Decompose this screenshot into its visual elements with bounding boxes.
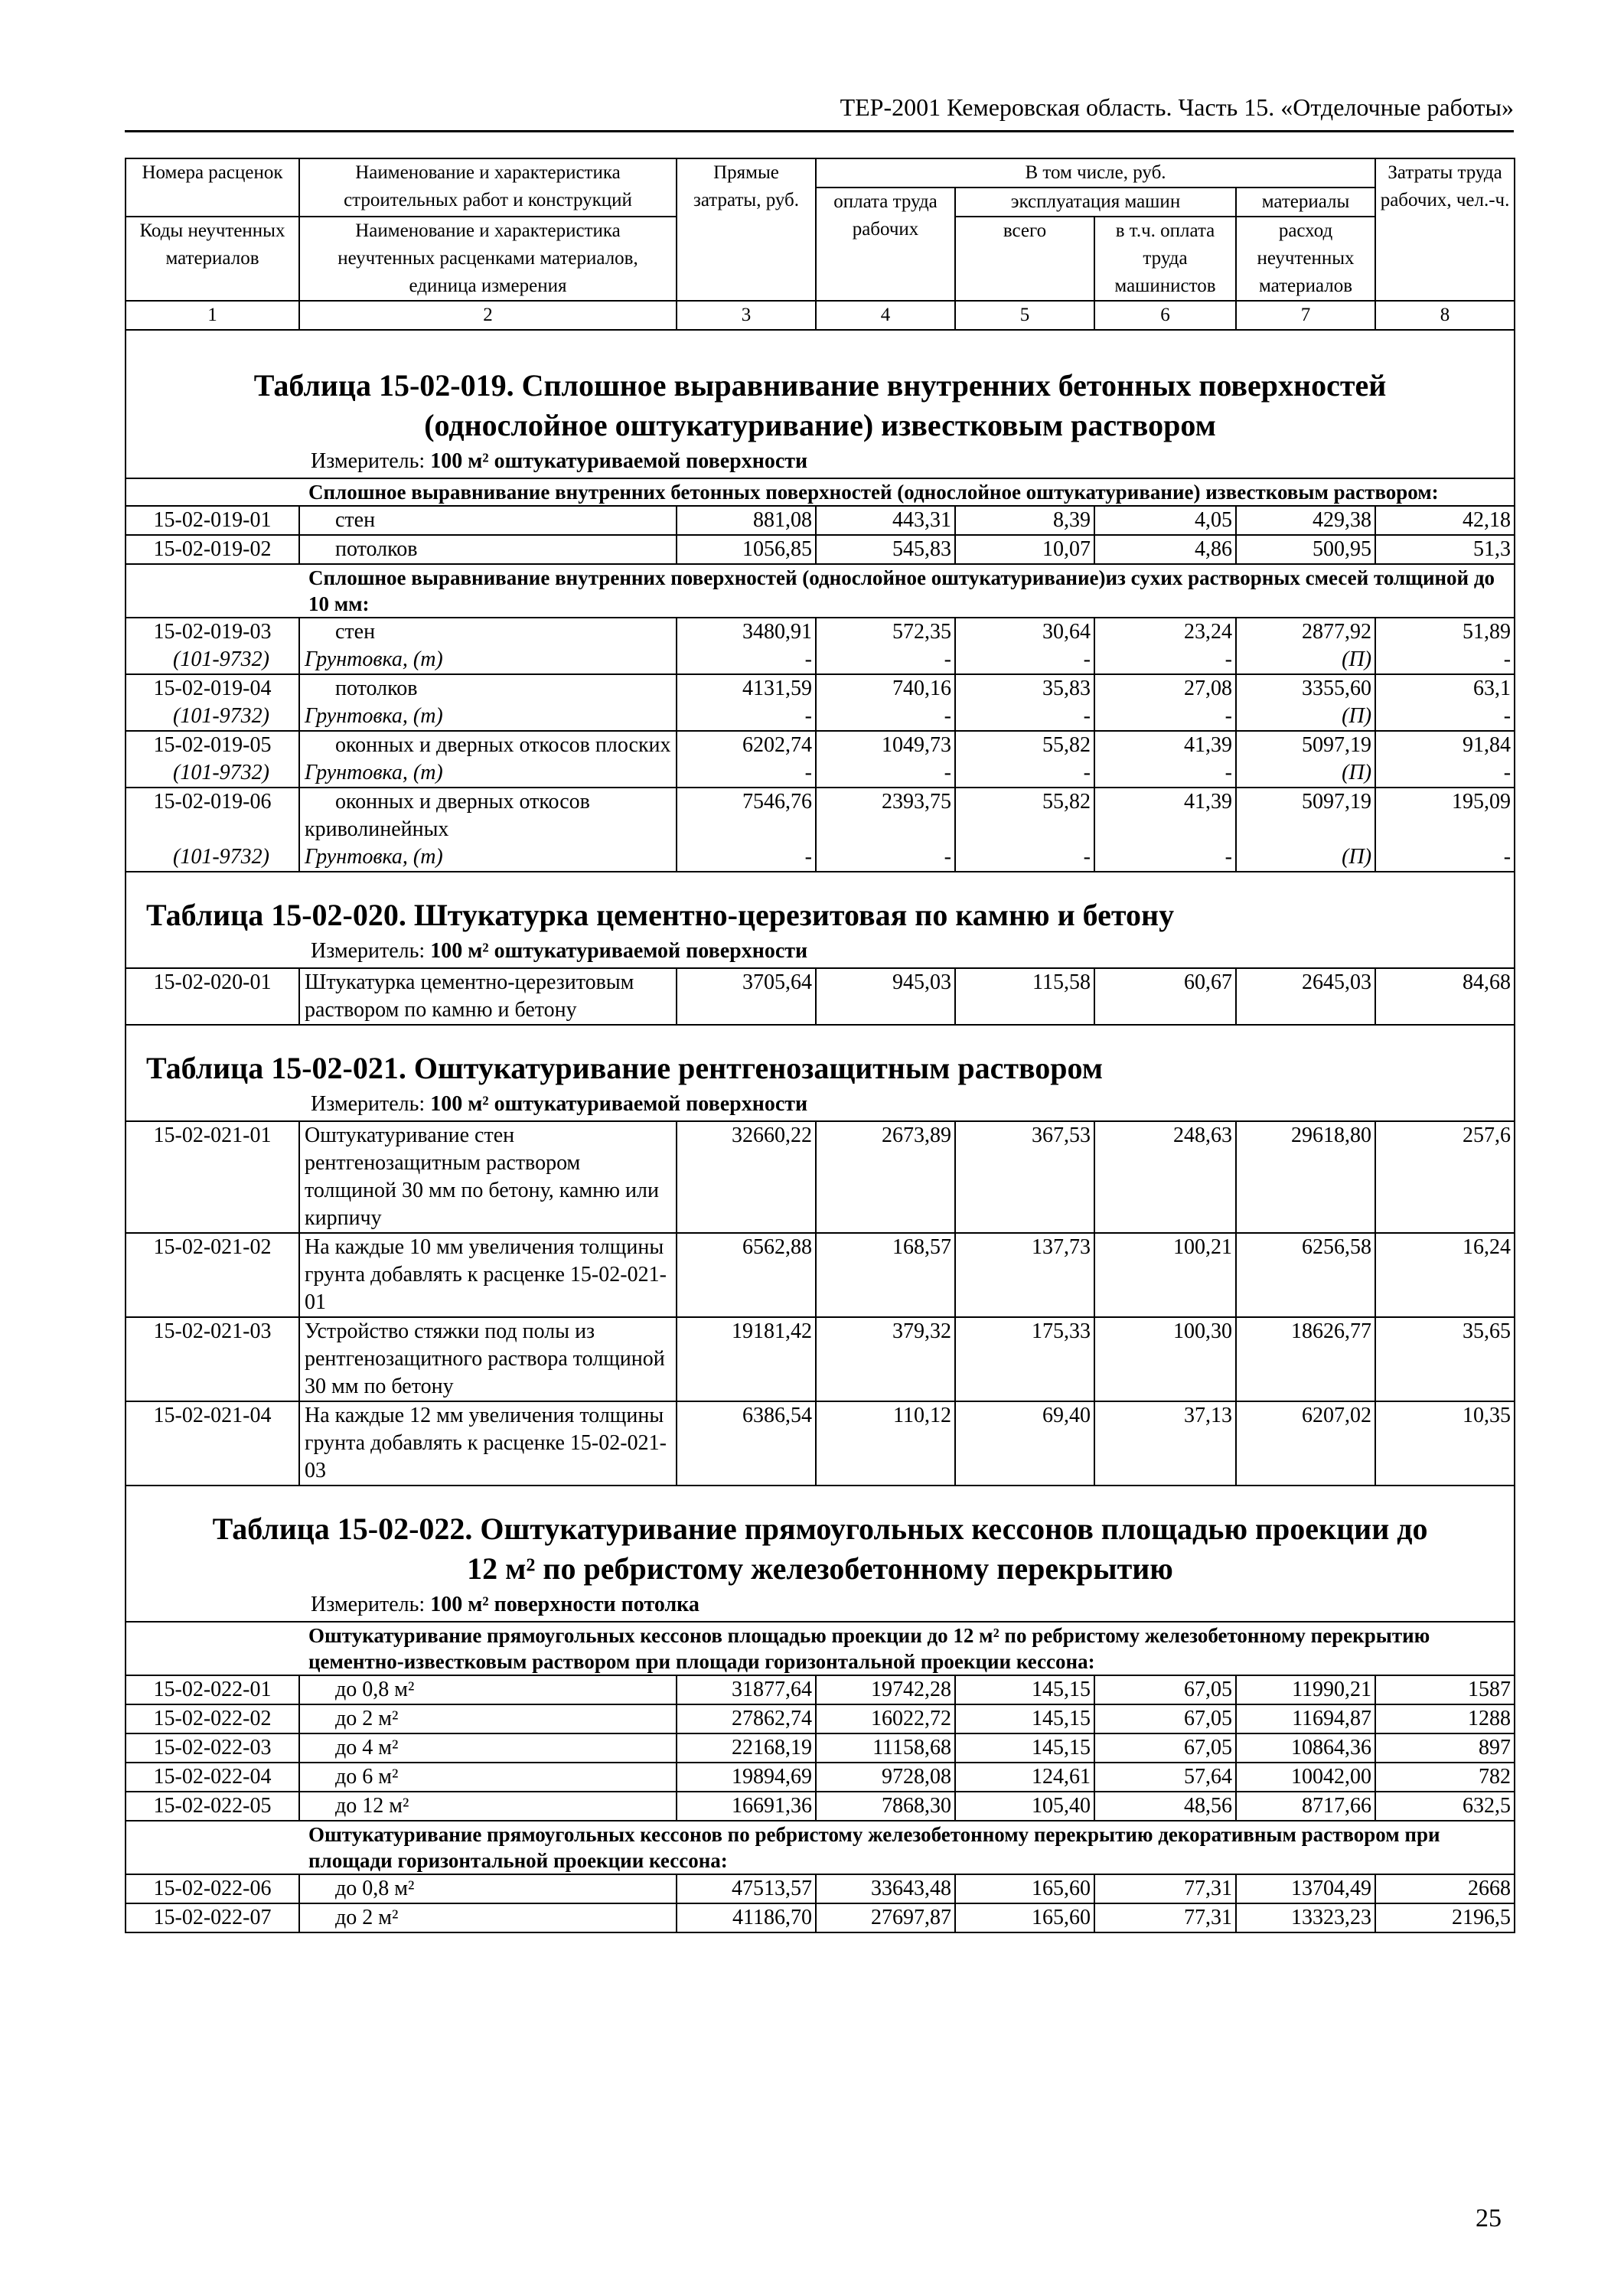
head-material-names: Наименование и характеристика неучтенных расценками материалов, единица измерения (299, 217, 677, 301)
materials-cost: 3355,60 (1236, 674, 1375, 703)
materials-cost: 13704,49 (1236, 1874, 1375, 1903)
table-row (126, 506, 1515, 535)
material-dash: - (1375, 646, 1515, 674)
table-row (126, 731, 1515, 759)
rate-name: Устройство стяжки под полы из рентгенозащитного раствора толщиной 30 мм по бетону (299, 1317, 677, 1401)
material-code: (101-9732) (126, 759, 299, 788)
spacer-row (126, 1486, 1515, 1505)
measure-row (126, 445, 1515, 478)
rate-code: 15-02-019-04 (126, 674, 299, 703)
running-header: ТЕР-2001 Кемеровская область. Часть 15. «Отделочные работы» (840, 93, 1514, 121)
direct-costs: 6202,74 (677, 731, 816, 759)
material-dash: - (1094, 703, 1236, 731)
materials-cost: 11990,21 (1236, 1675, 1375, 1704)
labor-hours: 84,68 (1375, 968, 1515, 1025)
direct-costs: 6562,88 (677, 1233, 816, 1317)
workers-pay: 19742,28 (816, 1675, 955, 1704)
labor-hours: 10,35 (1375, 1401, 1515, 1486)
materials-cost: 5097,19 (1236, 788, 1375, 843)
table-row (126, 1903, 1515, 1932)
material-code: (101-9732) (126, 703, 299, 731)
page-number: 25 (1476, 2204, 1502, 2232)
workers-pay: 33643,48 (816, 1874, 955, 1903)
workers-pay: 945,03 (816, 968, 955, 1025)
material-dash: - (677, 646, 816, 674)
head-workers-pay: оплата труда рабочих (816, 188, 955, 301)
operators-pay: 4,86 (1094, 535, 1236, 564)
operators-pay: 67,05 (1094, 1704, 1236, 1733)
subsection-row (126, 1821, 1515, 1874)
operators-pay: 100,21 (1094, 1233, 1236, 1317)
workers-pay: 379,32 (816, 1317, 955, 1401)
subsection-row (126, 1622, 1515, 1675)
workers-pay: 11158,68 (816, 1733, 955, 1763)
machines-total: 55,82 (955, 788, 1094, 843)
material-dash: - (677, 759, 816, 788)
section-title: Таблица 15-02-019. Сплошное выравнивание внутренних бетонных поверхностей (253, 368, 1387, 403)
direct-costs: 32660,22 (677, 1121, 816, 1233)
workers-pay: 9728,08 (816, 1763, 955, 1792)
material-dash: - (677, 703, 816, 731)
table-row (126, 1733, 1515, 1763)
section-title-row (126, 1044, 1515, 1088)
rate-code: 15-02-022-06 (126, 1874, 299, 1903)
labor-hours: 1288 (1375, 1704, 1515, 1733)
operators-pay: 100,30 (1094, 1317, 1236, 1401)
column-number: 6 (1094, 301, 1236, 330)
workers-pay: 27697,87 (816, 1903, 955, 1932)
workers-pay: 740,16 (816, 674, 955, 703)
direct-costs: 16691,36 (677, 1792, 816, 1821)
rate-name: потолков (299, 535, 677, 564)
rate-code: 15-02-022-03 (126, 1733, 299, 1763)
measure-value: 100 м² оштукатуриваемой поверхности (430, 1092, 808, 1116)
labor-hours: 257,6 (1375, 1121, 1515, 1233)
table-row (126, 1233, 1515, 1317)
head-direct-costs: Прямые затраты, руб. (677, 158, 816, 301)
operators-pay: 77,31 (1094, 1903, 1236, 1932)
machines-total: 145,15 (955, 1733, 1094, 1763)
section-title-row (126, 361, 1515, 445)
material-name: Грунтовка, (т) (299, 646, 677, 674)
direct-costs: 881,08 (677, 506, 816, 535)
material-dash: - (816, 703, 955, 731)
materials-cost: 2877,92 (1236, 618, 1375, 646)
header-rule (125, 130, 1514, 132)
rate-code: 15-02-019-03 (126, 618, 299, 646)
table-head-row (126, 158, 1515, 188)
direct-costs: 31877,64 (677, 1675, 816, 1704)
labor-hours: 2196,5 (1375, 1903, 1515, 1932)
material-name: Грунтовка, (т) (299, 759, 677, 788)
head-labor-costs: Затраты труда рабочих, чел.-ч. (1375, 158, 1515, 301)
head-machine-operation: эксплуатация машин (955, 188, 1236, 217)
column-number: 2 (299, 301, 677, 330)
head-including: В том числе, руб. (816, 158, 1375, 188)
materials-cost: 500,95 (1236, 535, 1375, 564)
section-title-row (126, 1505, 1515, 1589)
operators-pay: 4,05 (1094, 506, 1236, 535)
rate-name: до 6 м² (299, 1763, 677, 1792)
material-dash: - (677, 843, 816, 872)
labor-hours: 16,24 (1375, 1233, 1515, 1317)
direct-costs: 19181,42 (677, 1317, 816, 1401)
rate-name: потолков (299, 674, 677, 703)
workers-pay: 443,31 (816, 506, 955, 535)
rate-name: оконных и дверных откосов плоских (335, 733, 671, 757)
material-dash: - (1094, 843, 1236, 872)
machines-total: 69,40 (955, 1401, 1094, 1486)
machines-total: 165,60 (955, 1903, 1094, 1932)
material-unaccounted: (П) (1236, 759, 1375, 788)
labor-hours: 632,5 (1375, 1792, 1515, 1821)
material-dash: - (1375, 843, 1515, 872)
section-title: Таблица 15-02-022. Оштукатуривание прямоугольных кессонов площадью проекции до (212, 1512, 1428, 1546)
material-unaccounted: (П) (1236, 703, 1375, 731)
material-code: (101-9732) (126, 646, 299, 674)
rate-name: Оштукатуривание стен рентгенозащитным раствором толщиной 30 мм по бетону, камню или кирпичу (299, 1121, 677, 1233)
table-row (126, 968, 1515, 1025)
rate-name: На каждые 12 мм увеличения толщины грунта добавлять к расценке 15-02-021-03 (299, 1401, 677, 1486)
material-dash: - (955, 703, 1094, 731)
material-row (126, 703, 1515, 731)
head-material-codes: Коды неучтенных материалов (126, 217, 299, 301)
operators-pay: 67,05 (1094, 1733, 1236, 1763)
material-row (126, 759, 1515, 788)
rates-table (125, 158, 1515, 1933)
spacer-row (126, 330, 1515, 361)
material-dash: - (816, 646, 955, 674)
direct-costs: 4131,59 (677, 674, 816, 703)
direct-costs: 3705,64 (677, 968, 816, 1025)
workers-pay: 110,12 (816, 1401, 955, 1486)
measure-label: Измеритель: (311, 449, 426, 473)
measure-value: 100 м² оштукатуриваемой поверхности (430, 449, 808, 473)
materials-cost: 8717,66 (1236, 1792, 1375, 1821)
workers-pay: 2393,75 (816, 788, 955, 843)
subsection-title: Оштукатуривание прямоугольных кессонов площадью проекции до 12 м² по ребристому железобетонному перекрытию цементно-известковым раствором при площади горизонтальной проекции кессона: (299, 1622, 1515, 1675)
rate-name: стен (299, 618, 677, 646)
rate-code: 15-02-019-06 (126, 788, 299, 843)
workers-pay: 545,83 (816, 535, 955, 564)
materials-cost: 18626,77 (1236, 1317, 1375, 1401)
labor-hours: 897 (1375, 1733, 1515, 1763)
table-row (126, 1401, 1515, 1486)
rate-code: 15-02-022-01 (126, 1675, 299, 1704)
measure-row (126, 1589, 1515, 1622)
direct-costs: 1056,85 (677, 535, 816, 564)
rate-code: 15-02-019-02 (126, 535, 299, 564)
head-machines-total: всего (955, 217, 1094, 301)
machines-total: 367,53 (955, 1121, 1094, 1233)
rate-code: 15-02-022-07 (126, 1903, 299, 1932)
table-row (126, 788, 1515, 843)
material-dash: - (816, 843, 955, 872)
direct-costs: 3480,91 (677, 618, 816, 646)
material-dash: - (816, 759, 955, 788)
operators-pay: 27,08 (1094, 674, 1236, 703)
material-dash: - (955, 843, 1094, 872)
rate-name: до 4 м² (299, 1733, 677, 1763)
rate-name: до 2 м² (299, 1704, 677, 1733)
measure-value: 100 м² оштукатуриваемой поверхности (430, 939, 808, 963)
rate-code: 15-02-021-01 (126, 1121, 299, 1233)
column-number: 5 (955, 301, 1094, 330)
machines-total: 30,64 (955, 618, 1094, 646)
table-row (126, 1317, 1515, 1401)
labor-hours: 1587 (1375, 1675, 1515, 1704)
table-row (126, 1121, 1515, 1233)
table-row (126, 1874, 1515, 1903)
machines-total: 145,15 (955, 1704, 1094, 1733)
workers-pay: 168,57 (816, 1233, 955, 1317)
rate-name-cell (299, 788, 677, 843)
column-number: 8 (1375, 301, 1515, 330)
rate-name: стен (299, 506, 677, 535)
rate-name: до 0,8 м² (299, 1874, 677, 1903)
labor-hours: 51,89 (1375, 618, 1515, 646)
section-title: Таблица 15-02-020. Штукатурка цементно-церезитовая по камню и бетону (126, 891, 1515, 935)
table-row (126, 674, 1515, 703)
section-title: 12 м² по ребристому железобетонному перекрытию (467, 1551, 1173, 1586)
operators-pay: 37,13 (1094, 1401, 1236, 1486)
material-row (126, 843, 1515, 872)
rate-name: до 2 м² (299, 1903, 677, 1932)
column-number: 7 (1236, 301, 1375, 330)
materials-cost: 6256,58 (1236, 1233, 1375, 1317)
subsection-title: Оштукатуривание прямоугольных кессонов по ребристому железобетонному перекрытию декоративным раствором при площади горизонтальной проекции кессона: (299, 1821, 1515, 1874)
operators-pay: 67,05 (1094, 1675, 1236, 1704)
rate-code: 15-02-022-04 (126, 1763, 299, 1792)
workers-pay: 1049,73 (816, 731, 955, 759)
direct-costs: 22168,19 (677, 1733, 816, 1763)
subsection-row (126, 478, 1515, 506)
head-materials: материалы (1236, 188, 1375, 217)
subsection-row (126, 564, 1515, 618)
rate-code: 15-02-022-05 (126, 1792, 299, 1821)
direct-costs: 6386,54 (677, 1401, 816, 1486)
rate-code: 15-02-020-01 (126, 968, 299, 1025)
workers-pay: 7868,30 (816, 1792, 955, 1821)
column-number: 3 (677, 301, 816, 330)
table-row (126, 1763, 1515, 1792)
labor-hours: 91,84 (1375, 731, 1515, 759)
machines-total: 8,39 (955, 506, 1094, 535)
rate-name: оконных и дверных откосов криволинейных (305, 790, 590, 841)
table-row (126, 1704, 1515, 1733)
measure-value: 100 м² поверхности потолка (430, 1593, 699, 1616)
machines-total: 145,15 (955, 1675, 1094, 1704)
machines-total: 10,07 (955, 535, 1094, 564)
rate-name: до 0,8 м² (299, 1675, 677, 1704)
head-rate-numbers: Номера расценок (126, 158, 299, 217)
column-numbers-row (126, 301, 1515, 330)
material-dash: - (955, 646, 1094, 674)
materials-cost: 429,38 (1236, 506, 1375, 535)
material-dash: - (1094, 759, 1236, 788)
workers-pay: 16022,72 (816, 1704, 955, 1733)
machines-total: 137,73 (955, 1233, 1094, 1317)
rate-code: 15-02-022-02 (126, 1704, 299, 1733)
measure-row (126, 1088, 1515, 1121)
machines-total: 165,60 (955, 1874, 1094, 1903)
labor-hours: 51,3 (1375, 535, 1515, 564)
section-title-row (126, 891, 1515, 935)
labor-hours: 195,09 (1375, 788, 1515, 843)
labor-hours: 42,18 (1375, 506, 1515, 535)
material-unaccounted: (П) (1236, 843, 1375, 872)
materials-cost: 2645,03 (1236, 968, 1375, 1025)
materials-cost: 11694,87 (1236, 1704, 1375, 1733)
table-row (126, 535, 1515, 564)
materials-cost: 29618,80 (1236, 1121, 1375, 1233)
rate-code: 15-02-019-05 (126, 731, 299, 759)
material-dash: - (1094, 646, 1236, 674)
rate-code: 15-02-019-01 (126, 506, 299, 535)
machines-total: 175,33 (955, 1317, 1094, 1401)
labor-hours: 2668 (1375, 1874, 1515, 1903)
operators-pay: 60,67 (1094, 968, 1236, 1025)
measure-row (126, 935, 1515, 968)
rate-code: 15-02-021-02 (126, 1233, 299, 1317)
measure-label: Измеритель: (311, 1092, 426, 1116)
column-number: 1 (126, 301, 299, 330)
operators-pay: 57,64 (1094, 1763, 1236, 1792)
section-title: Таблица 15-02-021. Оштукатуривание рентгенозащитным раствором (126, 1044, 1515, 1088)
table-row (126, 1675, 1515, 1704)
operators-pay: 41,39 (1094, 731, 1236, 759)
rate-code: 15-02-021-03 (126, 1317, 299, 1401)
measure-label: Измеритель: (311, 1593, 426, 1616)
direct-costs: 41186,70 (677, 1903, 816, 1932)
rate-name: На каждые 10 мм увеличения толщины грунта добавлять к расценке 15-02-021-01 (299, 1233, 677, 1317)
section-title: (однослойное оштукатуривание) известковым раствором (424, 408, 1216, 442)
operators-pay: 23,24 (1094, 618, 1236, 646)
direct-costs: 19894,69 (677, 1763, 816, 1792)
operators-pay: 48,56 (1094, 1792, 1236, 1821)
spacer-row (126, 1025, 1515, 1044)
table-row (126, 1792, 1515, 1821)
direct-costs: 7546,76 (677, 788, 816, 843)
material-dash: - (1375, 703, 1515, 731)
materials-cost: 10042,00 (1236, 1763, 1375, 1792)
material-name: Грунтовка, (т) (299, 703, 677, 731)
labor-hours: 35,65 (1375, 1317, 1515, 1401)
materials-cost: 6207,02 (1236, 1401, 1375, 1486)
labor-hours: 63,1 (1375, 674, 1515, 703)
material-code: (101-9732) (126, 843, 299, 872)
head-operators-pay: в т.ч. оплата труда машинистов (1094, 217, 1236, 301)
machines-total: 35,83 (955, 674, 1094, 703)
rate-name: до 12 м² (299, 1792, 677, 1821)
spacer-row (126, 872, 1515, 891)
subsection-title: Сплошное выравнивание внутренних бетонных поверхностей (однослойное оштукатуривание) известковым раствором: (299, 478, 1515, 506)
column-number: 4 (816, 301, 955, 330)
materials-cost: 10864,36 (1236, 1733, 1375, 1763)
material-dash: - (955, 759, 1094, 788)
measure-label: Измеритель: (311, 939, 426, 963)
direct-costs: 27862,74 (677, 1704, 816, 1733)
table-row (126, 618, 1515, 646)
rate-name-cell (299, 731, 677, 759)
material-unaccounted: (П) (1236, 646, 1375, 674)
operators-pay: 41,39 (1094, 788, 1236, 843)
machines-total: 115,58 (955, 968, 1094, 1025)
operators-pay: 248,63 (1094, 1121, 1236, 1233)
labor-hours: 782 (1375, 1763, 1515, 1792)
head-unaccounted-materials: расход неучтенных материалов (1236, 217, 1375, 301)
material-dash: - (1375, 759, 1515, 788)
materials-cost: 5097,19 (1236, 731, 1375, 759)
machines-total: 124,61 (955, 1763, 1094, 1792)
machines-total: 55,82 (955, 731, 1094, 759)
material-name: Грунтовка, (т) (299, 843, 677, 872)
head-work-name: Наименование и характеристика строительных работ и конструкций (299, 158, 677, 217)
subsection-title: Сплошное выравнивание внутренних поверхностей (однослойное оштукатуривание)из сухих растворных смесей толщиной до 10 мм: (299, 564, 1515, 618)
rate-name: Штукатурка цементно-церезитовым раствором по камню и бетону (299, 968, 677, 1025)
workers-pay: 572,35 (816, 618, 955, 646)
rate-code: 15-02-021-04 (126, 1401, 299, 1486)
operators-pay: 77,31 (1094, 1874, 1236, 1903)
machines-total: 105,40 (955, 1792, 1094, 1821)
direct-costs: 47513,57 (677, 1874, 816, 1903)
material-row (126, 646, 1515, 674)
workers-pay: 2673,89 (816, 1121, 955, 1233)
materials-cost: 13323,23 (1236, 1903, 1375, 1932)
